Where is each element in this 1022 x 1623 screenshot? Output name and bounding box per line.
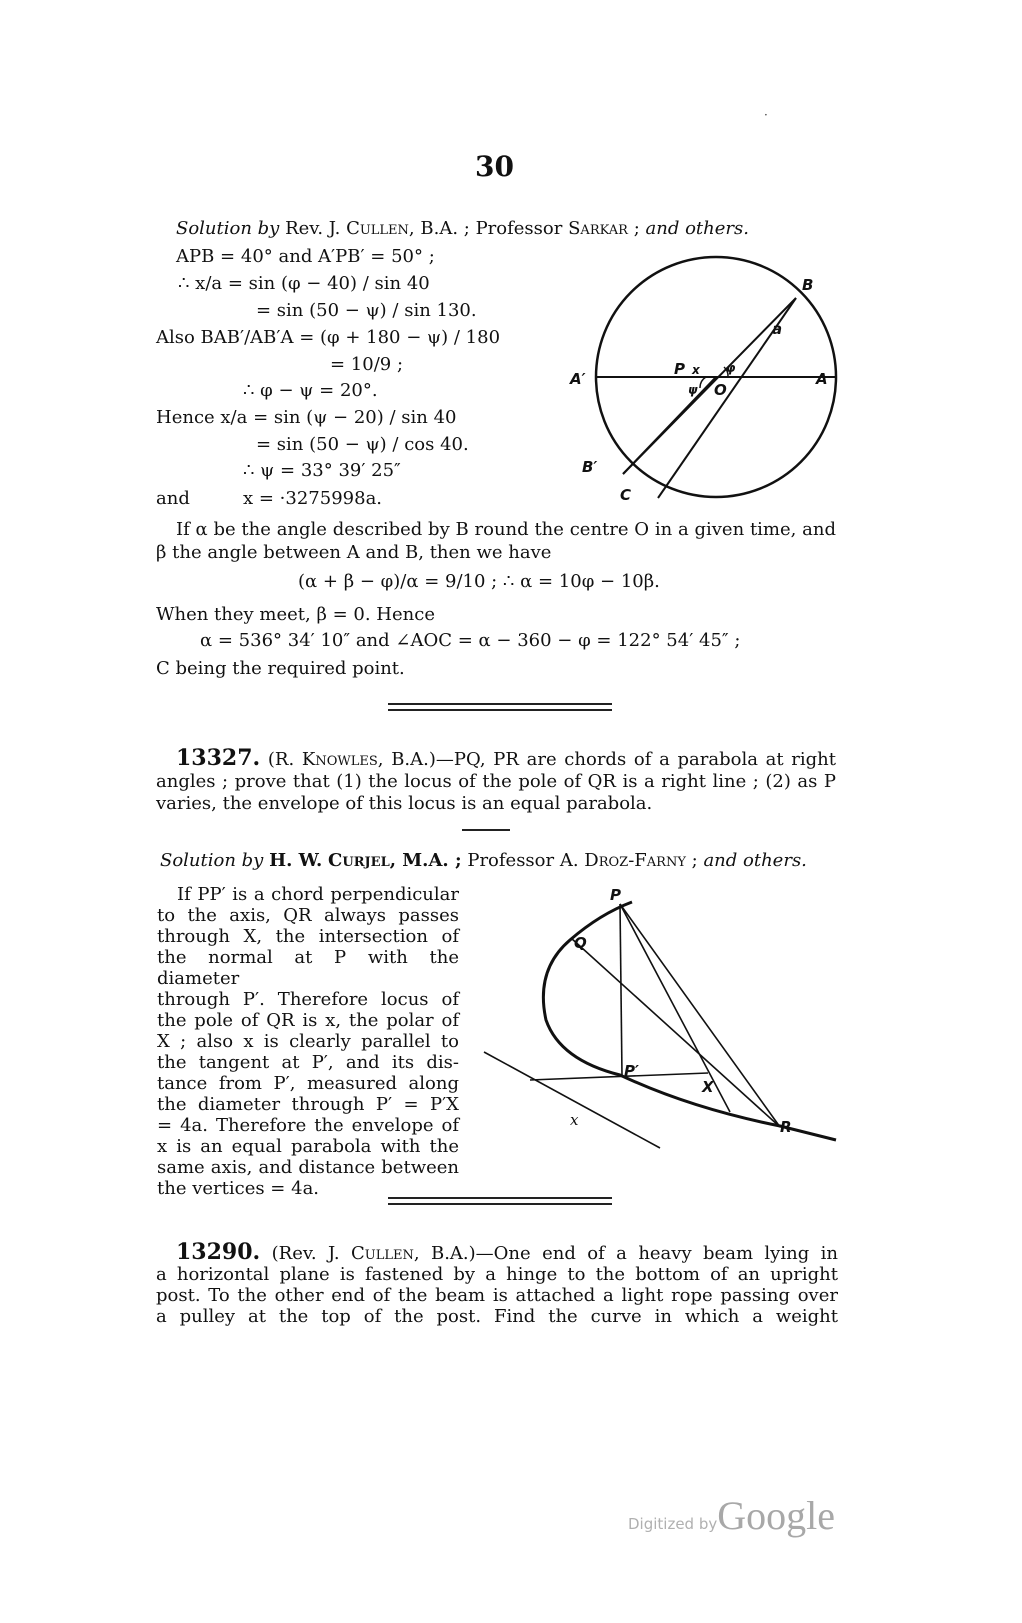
problem-number: 13290.	[176, 1239, 261, 1265]
line-OB-prime	[623, 377, 716, 474]
label-P-prime: P′	[624, 1062, 639, 1080]
solution1-header	[176, 218, 749, 239]
label-A: A	[816, 370, 828, 388]
equation-line: ∴ x/a = sin (φ − 40) / sin 40	[178, 273, 430, 294]
problem-13290	[156, 1239, 838, 1327]
equation-line: = sin (50 − ψ) / cos 40.	[256, 434, 469, 455]
author-name: Professor A.	[467, 850, 579, 871]
label-x: x	[692, 363, 700, 377]
label-a: a	[772, 320, 783, 338]
author-surname: Knowles	[301, 749, 378, 770]
section-divider	[388, 703, 612, 705]
label-Q: Q	[574, 934, 587, 952]
author-suffix: ;	[627, 218, 640, 239]
author-name: Rev. J.	[285, 218, 341, 239]
label-B-prime: B′	[582, 458, 598, 476]
problem-13327	[156, 747, 836, 815]
equation: α = 536° 34′ 10″ and ∠AOC = α − 360 − φ = 122° 54′ 45″ ;	[200, 630, 741, 651]
text-line: the pole of QR is x, the polar of	[157, 1010, 459, 1031]
author-name: Professor	[475, 218, 563, 239]
text-line: a pulley at the top of the post. Find the curve in which a weight	[156, 1306, 838, 1327]
short-divider	[462, 829, 510, 831]
text-line: x is an equal parabola with the	[157, 1136, 459, 1157]
section-divider	[388, 1203, 612, 1205]
equation-line: APB = 40° and A′PB′ = 50° ;	[176, 246, 435, 267]
text-line: a horizontal plane is fastened by a hinge to the bottom of an upright	[156, 1264, 838, 1285]
solution-prefix: Solution by	[176, 218, 280, 239]
equation-line: = 10/9 ;	[330, 354, 404, 375]
label-x: x	[570, 1111, 579, 1129]
equation-line: Hence x/a = sin (ψ − 20) / sin 40	[156, 407, 457, 428]
solution-prefix: Solution by	[160, 850, 264, 871]
stray-mark: ·	[764, 108, 768, 122]
page-number: 30	[475, 150, 514, 183]
chord-PR	[620, 904, 780, 1127]
label-A-prime: A′	[570, 370, 586, 388]
angle-psi-arc	[700, 377, 706, 388]
text-line: X ; also x is clearly parallel to	[157, 1031, 459, 1052]
text-line	[156, 1239, 838, 1265]
author-name: (R.	[267, 749, 295, 770]
label-phi: φ	[726, 361, 736, 375]
label-R: R	[780, 1118, 792, 1136]
section-divider	[388, 1197, 612, 1199]
text-line: the vertices = 4a.	[157, 1178, 320, 1199]
author-suffix: , B.A.)—	[377, 749, 454, 770]
parabola-figure	[480, 880, 840, 1150]
text-line: through P′. Therefore locus of	[157, 989, 459, 1010]
text-line: = 4a. Therefore the envelope of	[157, 1115, 459, 1136]
author-suffix: , B.A. ;	[408, 218, 470, 239]
parabola-curve	[543, 902, 836, 1140]
text-line: through X, the intersection of	[157, 926, 459, 947]
label-P: P	[610, 886, 621, 904]
problem-number: 13327.	[176, 745, 261, 771]
label-C: C	[620, 486, 632, 504]
equation-line: and	[156, 488, 190, 509]
text-line: the tangent at P′, and its dis-	[157, 1052, 459, 1073]
problem-text: PQ, PR are chords of a parabola at right angles ; prove that (1) the locus of the pole of QR is a right line ; (2) as P varies, the envelope of this locus is an equal parabola.	[156, 749, 836, 814]
paragraph: C being the required point.	[156, 658, 405, 679]
author-surname: Droz-Farny	[584, 850, 686, 871]
paragraph: If α be the angle described by B round the centre O in a given time, and β the angle between A and B, then we have	[156, 519, 836, 563]
chord-PP-prime	[620, 904, 622, 1076]
text-line: the diameter through P′ = P′X	[157, 1094, 459, 1115]
watermark-prefix: Digitized by	[628, 1515, 718, 1533]
text-line: If PP′ is a chord perpendicular	[177, 884, 459, 905]
author-surname: Cullen	[350, 1243, 414, 1264]
text-line: same axis, and distance between	[157, 1157, 459, 1178]
solution2-header	[160, 850, 807, 871]
text-line: tance from P′, measured along	[157, 1073, 459, 1094]
equation-line: x = ·3275998a.	[243, 488, 383, 509]
author-surname: Cullen	[346, 218, 409, 239]
equation-line: = sin (50 − ψ) / sin 130.	[256, 300, 477, 321]
author-name: H. W.	[269, 850, 323, 871]
label-B: B	[802, 276, 814, 294]
text-line: post. To the other end of the beam is attached a light rope passing over	[156, 1285, 838, 1306]
equation-line: Also BAB′/AB′A = (φ + 180 − ψ) / 180	[156, 327, 501, 348]
label-X: X	[702, 1078, 714, 1096]
equation: (α + β − φ)/α = 9/10 ; ∴ α = 10φ − 10β.	[298, 571, 660, 592]
problem-text: One end of a heavy beam lying in	[493, 1243, 838, 1264]
equation-line: ∴ φ − ψ = 20°.	[243, 380, 378, 401]
label-O: O	[714, 381, 727, 399]
author-name: (Rev. J.	[271, 1243, 340, 1264]
paragraph: When they meet, β = 0. Hence	[156, 604, 435, 625]
author-surname: Curjel	[328, 850, 390, 871]
solution2-text	[157, 884, 459, 1199]
author-suffix: , M.A. ;	[389, 850, 462, 871]
label-psi: ψ	[688, 383, 698, 397]
text-line: to the axis, QR always passes	[157, 905, 459, 926]
watermark-brand: Google	[717, 1493, 836, 1538]
author-suffix: , B.A.)—	[413, 1243, 494, 1264]
solution-suffix: and others.	[645, 218, 749, 239]
author-suffix: ;	[685, 850, 698, 871]
author-surname: Sarkar	[568, 218, 628, 239]
equation-line: ∴ ψ = 33° 39′ 25″	[243, 460, 401, 481]
label-P: P	[674, 360, 685, 378]
section-divider	[388, 709, 612, 711]
circle-figure	[550, 250, 840, 510]
google-watermark	[628, 1492, 835, 1539]
text-line: the normal at P with the diameter	[157, 947, 459, 989]
solution-suffix: and others.	[703, 850, 807, 871]
